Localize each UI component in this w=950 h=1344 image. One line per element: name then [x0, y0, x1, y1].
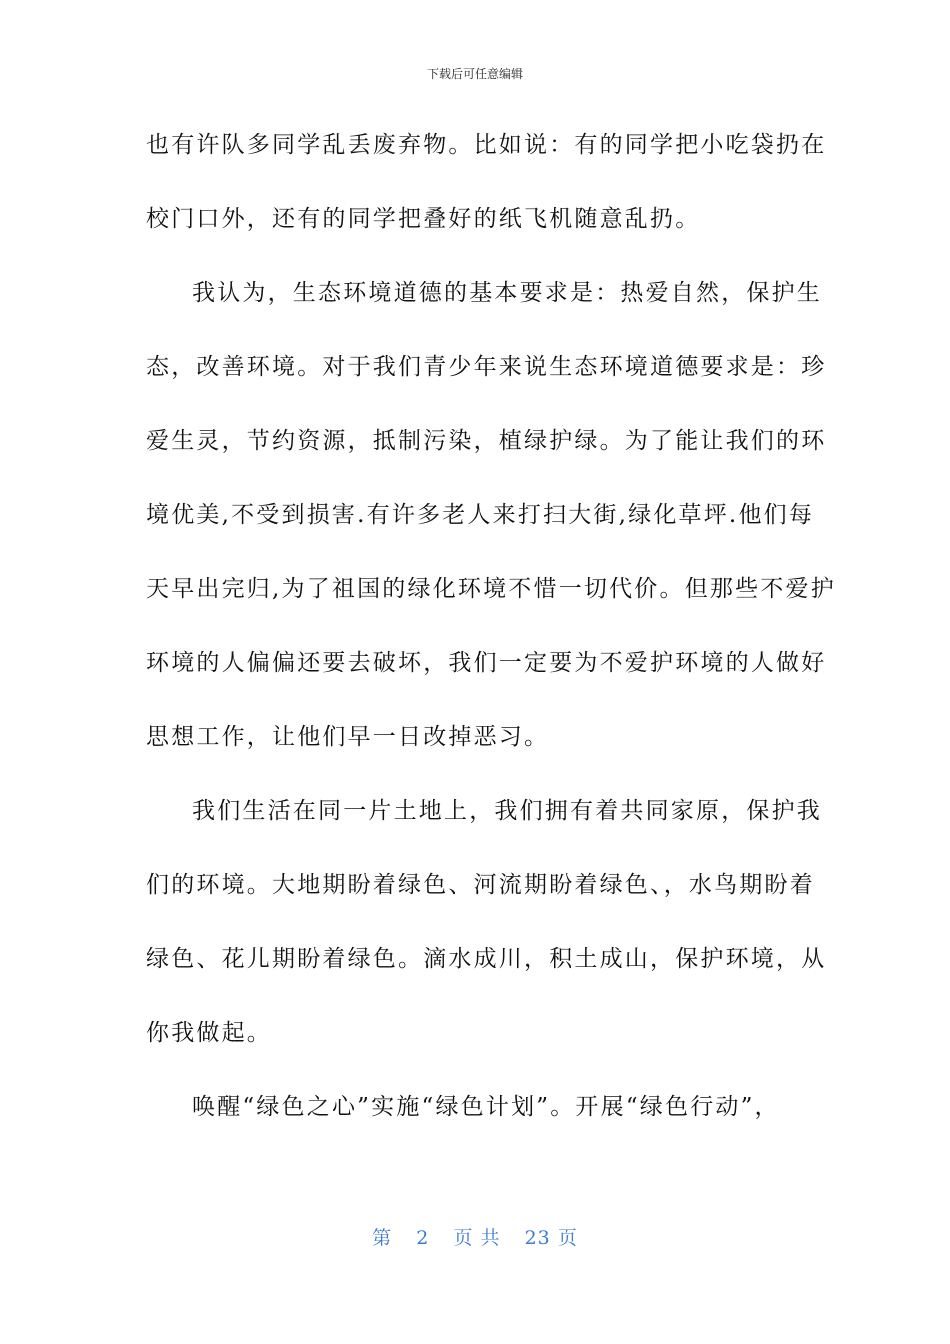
footer-prefix: 第 — [372, 1227, 393, 1249]
text-line: 也有许队多同学乱丢废弃物。比如说：有的同学把小吃袋扔在 — [146, 132, 827, 158]
footer-suffix: 页 — [557, 1227, 578, 1249]
text-line: 唤醒“绿色之心”实施“绿色计划”。开展“绿色行动”， — [192, 1094, 780, 1120]
page-footer — [0, 1225, 950, 1251]
footer-page-number: 2 — [416, 1227, 430, 1249]
text-line: 绿色、花儿期盼着绿色。滴水成川，积土成山，保护环境，从 — [146, 946, 827, 972]
text-line: 我们生活在同一片土地上，我们拥有着共同家原，保护我 — [192, 798, 822, 824]
text-line: 校门口外，还有的同学把叠好的纸飞机随意乱扔。 — [146, 206, 701, 232]
page-header: 下载后可任意编辑 — [426, 67, 523, 81]
text-line: 态，改善环境。对于我们青少年来说生态环境道德要求是：珍 — [146, 354, 827, 380]
text-line: 思想工作，让他们早一日改掉恶习。 — [146, 724, 550, 750]
footer-middle: 页 共 — [453, 1227, 501, 1249]
footer-total-pages: 23 — [524, 1227, 551, 1249]
text-line: 们的环境。大地期盼着绿色、河流期盼着绿色、，水鸟期盼着 — [146, 872, 815, 898]
document-body — [146, 122, 836, 1158]
text-line: 境优美,不受到损害.有许多老人来打扫大街,绿化草坪.他们每 — [146, 502, 815, 528]
text-line: 环境的人偏偏还要去破坏，我们一定要为不爱护环境的人做好 — [146, 650, 827, 676]
text-line: 你我做起。 — [146, 1020, 272, 1046]
text-line: 爱生灵，节约资源，抵制污染，植绿护绿。为了能让我们的环 — [146, 428, 827, 454]
text-line: 天早出完归,为了祖国的绿化环境不惜一切代价。但那些不爱护 — [146, 576, 836, 602]
text-line: 我认为，生态环境道德的基本要求是：热爱自然，保护生 — [192, 280, 822, 306]
